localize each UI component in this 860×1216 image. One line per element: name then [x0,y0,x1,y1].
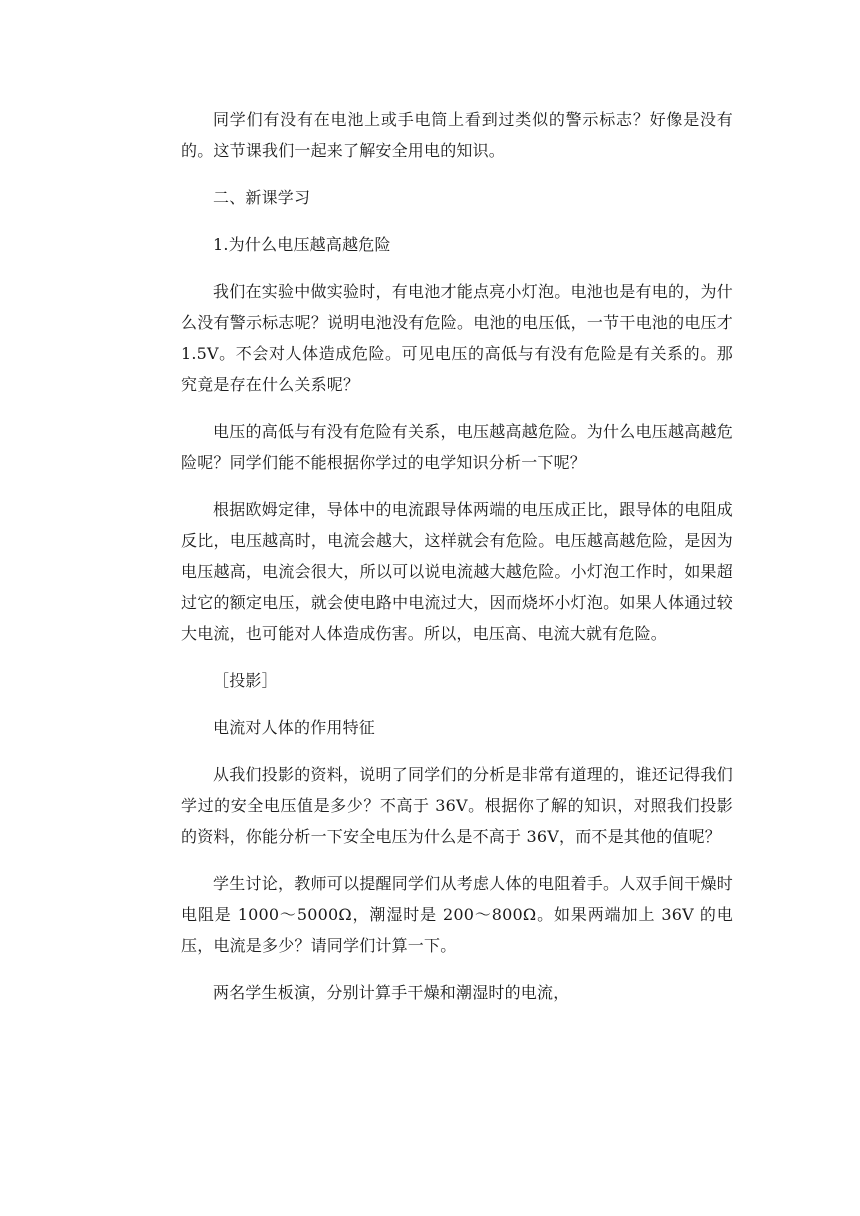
paragraph-ohms-law: 根据欧姆定律，导体中的电流跟导体两端的电压成正比，跟导体的电阻成反比，电压越高时，电流会越大，这样就会有危险。电压越高越危险，是因为电压越高，电流会很大，所以可以说电流越大越危险。小灯泡工作时，如果超过它的额定电压，就会使电路中电流过大，因而烧坏小灯泡。如果人体通过较大电流，也可能对人体造成伤害。所以，电压高、电流大就有危险。 [181,500,733,643]
paragraph-battery: 我们在实验中做实验时，有电池才能点亮小灯泡。电池也是有电的，为什么没有警示标志呢？说明电池没有危险。电池的电压低，一节干电池的电压才 1.5V。不会对人体造成危险。可见电压的高低与有没有危险是有关系的。那究竟是存在什么关系呢？ [181,282,733,394]
paragraph-intro: 同学们有没有在电池上或手电筒上看到过类似的警示标志？好像是没有的。这节课我们一起来了解安全用电的知识。 [181,110,733,160]
paragraph-body-resistance: 学生讨论，教师可以提醒同学们从考虑人体的电阻着手。人双手间干燥时电阻是 1000～5000Ω，潮湿时是 200～800Ω。如果两端加上 36V 的电压，电流是多少？请同学们计算一下。 [181,874,733,955]
document-body [181,104,733,1024]
projection-title: 电流对人体的作用特征 [213,718,376,737]
paragraph-board-exercise: 两名学生板演，分别计算手干燥和潮湿时的电流， [213,983,570,1002]
paragraph-voltage-danger: 电压的高低与有没有危险有关系，电压越高越危险。为什么电压越高越危险呢？同学们能不能根据你学过的电学知识分析一下呢？ [181,422,733,472]
section-heading: 二、新课学习 [213,188,311,207]
paragraph-safe-voltage: 从我们投影的资料，说明了同学们的分析是非常有道理的，谁还记得我们学过的安全电压值是多少？不高于 36V。根据你了解的知识，对照我们投影的资料，你能分析一下安全电压为什么是不高于 36V，而不是其他的值呢？ [181,765,733,846]
projection-label: ［投影］ [213,671,278,690]
subsection-heading: 1.为什么电压越高越危险 [213,235,391,254]
